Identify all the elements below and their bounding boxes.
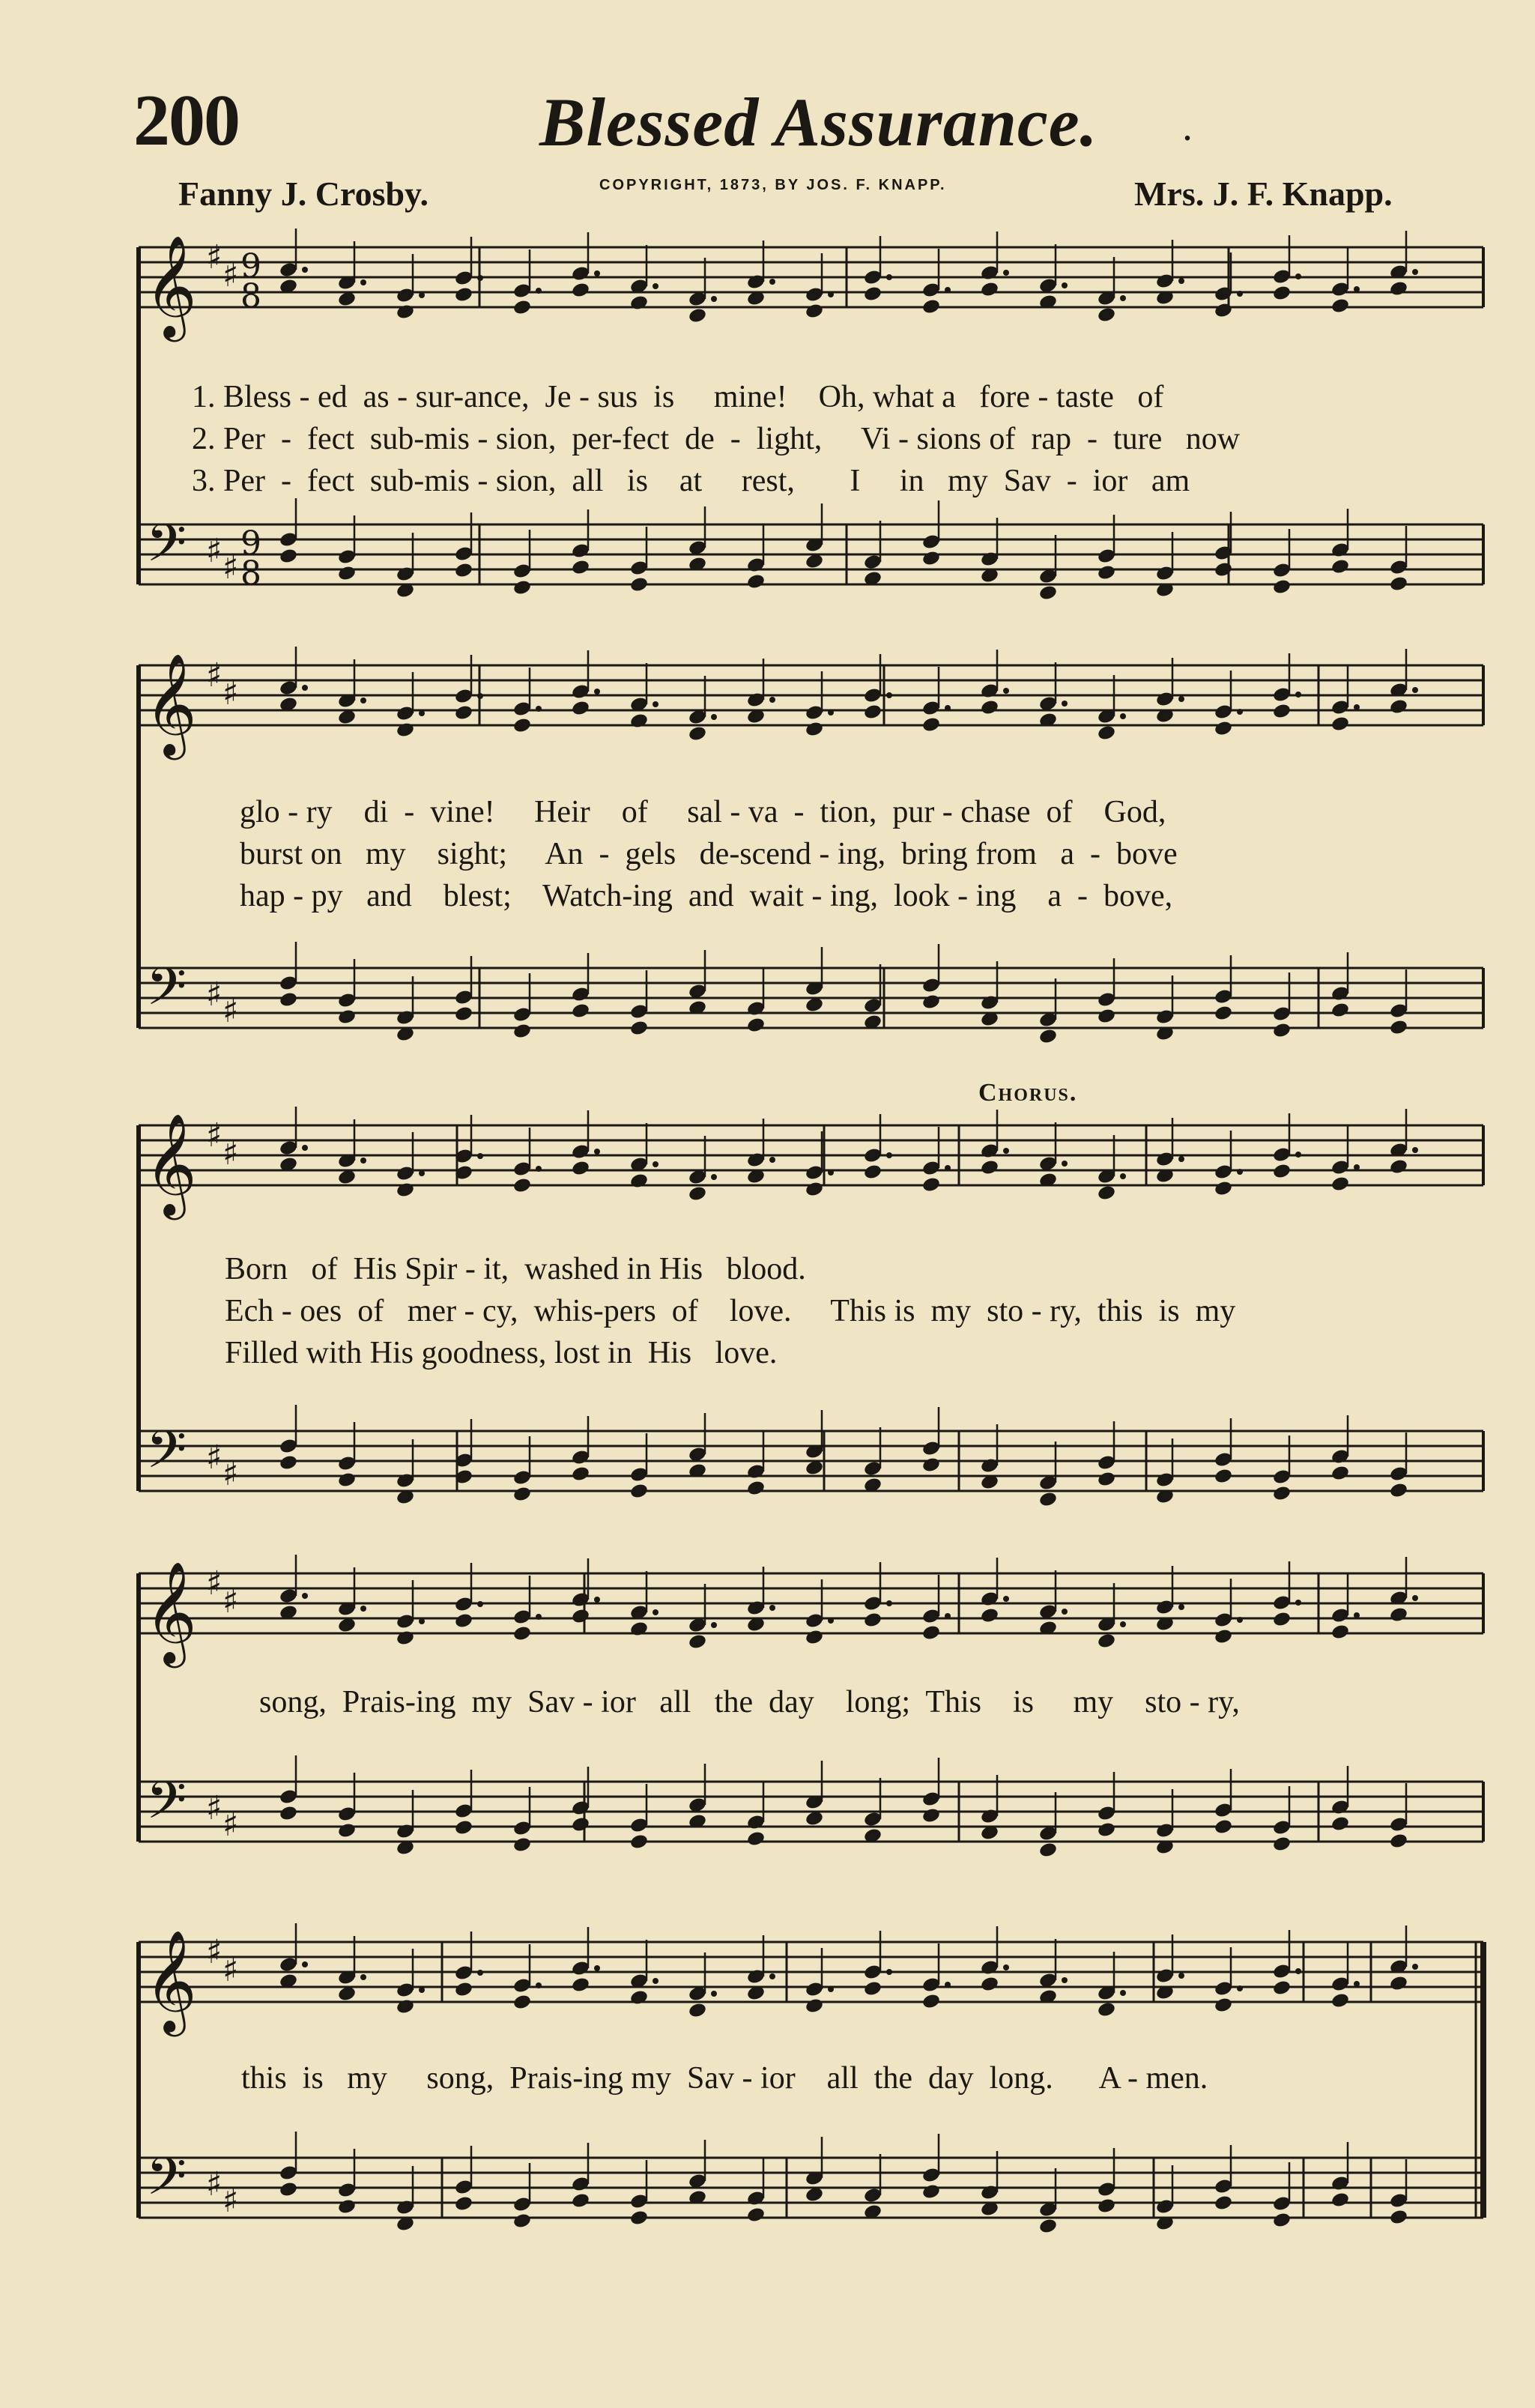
note-head [805,1629,824,1646]
dot [1412,1964,1418,1970]
dot [769,1605,775,1611]
note-head [629,294,649,312]
note-head [279,1805,298,1822]
dot [945,1982,951,1988]
note-head [746,2206,766,2224]
note-head [571,1465,590,1483]
note-head [921,1456,941,1474]
key-sharp: ♯ [222,1951,239,1989]
note-head [921,298,941,315]
hymn-number: 200 [133,80,239,161]
dot [594,270,600,276]
dot [536,1166,542,1172]
dot [302,1145,308,1151]
lyric-line: Born of His Spir - it, washed in His blood. [225,1252,806,1286]
dot [653,701,658,707]
note-head [512,1486,532,1503]
note-head [1097,1471,1116,1488]
note-head [1097,1821,1116,1839]
dot [711,1991,717,1997]
note-head [1330,716,1350,733]
note-head [921,993,941,1011]
note-head [512,299,532,316]
note-head [337,1008,357,1026]
key-sharp: ♯ [206,532,222,570]
dot [1237,1617,1243,1623]
dot [1120,713,1126,719]
dot [1120,295,1126,301]
note-head [454,1819,473,1836]
note-head [512,1836,532,1854]
note-head [980,699,999,716]
key-sharp: ♯ [222,548,239,587]
note-head [1330,1624,1350,1641]
dot [711,1174,717,1180]
dot [419,1170,425,1176]
note-head [863,1980,882,1997]
time-signature: 8 [240,554,261,593]
note-head [279,1454,298,1471]
note-head [1214,1628,1233,1645]
note-head [454,1005,473,1023]
dot [477,1970,483,1976]
chorus-label: Chorus. [978,1079,1078,1107]
note-head [571,1816,590,1833]
dot [1354,704,1360,710]
note-head [863,285,882,303]
note-head [396,722,415,739]
note-head [921,550,941,567]
note-head [805,1997,824,2015]
note-head [396,1630,415,1647]
dot [1237,709,1243,715]
time-signature: 9 [240,247,261,285]
lyric-line: this is my song, Prais-ing my Sav - ior all the day long. A - men. [241,2061,1208,2096]
dot [828,710,834,716]
note-head [921,2183,941,2200]
note-head [1038,1491,1058,1508]
lyric-line: glo - ry di - vine! Heir of sal - va - tion, pur - chase of God, [240,795,1166,829]
dot [886,692,892,698]
note-head [629,713,649,730]
dot [769,1973,775,1979]
note-head [571,2192,590,2209]
note-head [863,1164,882,1181]
dot [886,1969,892,1975]
note-head [1330,297,1350,315]
copyright-notice: COPYRIGHT, 1873, BY JOS. F. KNAPP. [599,177,947,193]
composer-credit: Mrs. J. F. Knapp. [1134,175,1393,213]
note-head [1389,1482,1408,1499]
note-head [571,1002,590,1020]
note-head [571,282,590,299]
lyric-line: 2. Per - fect sub-mis - sion, per-fect de - light, Vi - sions of rap - ture now [192,422,1241,456]
note-head [980,1976,999,1993]
dot [653,1609,658,1615]
note-head [1214,1468,1233,1485]
dot [1178,1156,1184,1162]
dot [1295,692,1301,698]
dot [1237,1985,1243,1991]
dot [360,1158,366,1164]
note-head [512,1177,532,1194]
note-head [629,1173,649,1190]
note-head [1272,703,1292,720]
note-head [1330,1992,1350,2009]
key-sharp: ♯ [222,1455,239,1493]
lyric-line: hap - py and blest; Watch-ing and wait - ing, look - ing a - bove, [240,879,1173,913]
note-head [1389,1158,1408,1176]
key-sharp: ♯ [206,656,222,695]
bass-clef: 𝄢 [146,1770,187,1843]
dot [594,1149,600,1155]
bass-clef: 𝄢 [146,956,187,1029]
dot [360,1606,366,1612]
key-sharp: ♯ [222,992,239,1030]
dot [1295,1968,1301,1974]
key-sharp: ♯ [222,256,239,294]
note-head [980,1607,999,1624]
note-head [279,548,298,565]
note-head [629,1833,649,1851]
dot [1003,270,1009,276]
time-signature: 9 [240,524,261,563]
key-sharp: ♯ [206,1933,222,1971]
dot [1412,1147,1418,1153]
note-head [1272,1836,1292,1853]
hymn-title: Blessed Assurance. [539,84,1098,160]
key-sharp: ♯ [206,1116,222,1155]
lyric-line: burst on my sight; An - gels de-scend - ing, bring from a - bove [240,837,1178,871]
key-sharp: ♯ [222,1134,239,1173]
dot [945,287,951,293]
treble-clef: 𝄞 [145,652,197,755]
note-head [512,1625,532,1642]
dot [302,1593,308,1599]
note-head [1097,724,1116,742]
note-head [688,1185,707,1203]
note-head [396,303,415,321]
dot [769,697,775,703]
note-head [512,1994,532,2011]
key-sharp: ♯ [206,1564,222,1603]
note-head [454,286,473,303]
dot [1178,1973,1184,1979]
dot [1003,688,1009,694]
dot [886,274,892,280]
dot [594,1597,600,1603]
note-head [629,1621,649,1638]
dot [536,288,542,294]
note-head [863,704,882,721]
dot [828,1618,834,1624]
dot [302,1961,308,1967]
dot [1062,701,1068,707]
note-head [1214,1005,1233,1022]
key-sharp: ♯ [222,2182,239,2220]
dot [1120,1990,1126,1996]
note-head [688,307,707,324]
note-head [921,716,941,733]
note-head [1272,285,1292,302]
note-head [1272,1979,1292,1997]
note-head [1038,584,1058,602]
note-head [746,1830,766,1848]
dot [536,706,542,712]
dot [769,1157,775,1163]
key-sharp: ♯ [222,1806,239,1844]
note-head [1214,302,1233,319]
note-head [1272,2212,1292,2229]
dot [419,1618,425,1624]
dot [1295,1152,1301,1158]
dot [653,283,658,289]
dot [653,1978,658,1984]
dot [1062,1977,1068,1983]
dot [1062,1161,1068,1167]
dot [477,275,483,281]
dot [1237,291,1243,297]
lyricist-credit: Fanny J. Crosby. [178,175,429,213]
dot [1003,1148,1009,1154]
note-head [1097,2197,1116,2215]
note-head [1272,1163,1292,1180]
note-head [1330,2191,1350,2209]
dot [1062,1609,1068,1615]
note-head [1389,1975,1408,1992]
dot [477,1153,483,1159]
bass-clef: 𝄢 [146,512,187,586]
note-head [1389,1019,1408,1036]
dot [1354,1164,1360,1170]
note-head [1389,1833,1408,1850]
dot [828,291,834,297]
note-head [1272,1485,1292,1502]
bass-clef: 𝄢 [146,1419,187,1492]
note-head [1214,2194,1233,2212]
bass-clef: 𝄢 [146,2146,187,2219]
dot [1295,1600,1301,1606]
dot [536,1614,542,1620]
note-head [454,1981,473,1998]
note-head [571,559,590,576]
note-head [1330,1176,1350,1193]
dot [1120,1621,1126,1627]
dot [886,1600,892,1606]
note-head [746,1017,766,1034]
note-head [1214,720,1233,737]
note-head [1330,558,1350,575]
note-head [1389,698,1408,716]
note-head [1214,1997,1233,2014]
note-head [1097,564,1116,581]
treble-clef: 𝄞 [145,234,197,337]
note-head [396,1998,415,2015]
dot [711,714,717,720]
note-head [980,281,999,298]
dot [360,1974,366,1980]
note-head [805,721,824,738]
note-head [1038,1842,1058,1859]
note-head [396,1182,415,1199]
dot [1003,1964,1009,1970]
dot [1412,269,1418,275]
note-head [454,704,473,722]
note-head [571,1160,590,1177]
note-head [629,2209,649,2227]
note-head [980,1159,999,1176]
note-head [337,1822,357,1839]
note-head [1038,1028,1058,1045]
note-head [921,1807,941,1824]
dot [360,279,366,285]
lyric-line: Ech - oes of mer - cy, whis-pers of love. This is my sto - ry, this is my [225,1294,1236,1328]
dot [477,693,483,699]
time-signature: 8 [240,277,261,315]
title-ornament: . [1184,113,1191,147]
dot [594,689,600,695]
note-head [571,1976,590,1994]
dot [1178,696,1184,702]
dot [360,698,366,704]
dot [302,685,308,691]
dot [945,1165,951,1171]
dot [769,279,775,285]
note-head [629,576,649,593]
note-head [337,565,357,582]
note-head [1389,1606,1408,1624]
note-head [512,1023,532,1040]
dot [419,710,425,716]
key-sharp: ♯ [206,2165,222,2203]
note-head [337,1471,357,1489]
lyric-line: 1. Bless - ed as - sur-ance, Je - sus is mine! Oh, what a fore - taste of [192,380,1164,414]
note-head [1214,561,1233,578]
lyric-line: song, Prais-ing my Sav - ior all the day long; This is my sto - ry, [259,1685,1240,1719]
note-head [454,1612,473,1630]
note-head [1214,1180,1233,1197]
note-head [1097,1633,1116,1650]
note-head [746,1480,766,1497]
note-head [629,1020,649,1037]
note-head [629,1483,649,1500]
note-head [279,991,298,1008]
note-head [1097,306,1116,324]
note-head [454,2195,473,2212]
dot [536,1982,542,1988]
note-head [1097,2001,1116,2018]
note-head [688,1633,707,1651]
note-head [1097,1185,1116,1202]
treble-clef: 𝄞 [145,1112,197,1215]
dot [945,1613,951,1619]
note-head [1389,280,1408,297]
dot [1120,1173,1126,1179]
note-head [805,303,824,320]
dot [1003,1596,1009,1602]
dot [886,1152,892,1158]
note-head [863,1612,882,1629]
dot [302,267,308,273]
note-head [921,1624,941,1642]
note-head [921,1993,941,2010]
dot [477,1601,483,1607]
dot [1062,282,1068,288]
note-head [454,562,473,579]
note-head [921,1176,941,1194]
key-sharp: ♯ [222,1582,239,1621]
dot [419,292,425,298]
key-sharp: ♯ [206,975,222,1014]
note-head [629,1989,649,2006]
note-head [1330,1465,1350,1482]
dot [828,1986,834,1992]
note-head [805,1181,824,1198]
note-head [1389,575,1408,593]
note-head [571,700,590,717]
note-head [1272,1022,1292,1039]
dot [1412,1595,1418,1601]
note-head [512,717,532,734]
key-sharp: ♯ [222,674,239,713]
dot [711,1622,717,1628]
key-sharp: ♯ [206,238,222,276]
note-head [1097,1008,1116,1025]
treble-clef: 𝄞 [145,1928,197,2032]
dot [419,1987,425,1993]
dot [1354,1612,1360,1618]
dot [594,1965,600,1971]
dot [828,1170,834,1176]
key-sharp: ♯ [206,1789,222,1827]
note-head [1272,578,1292,596]
dot [1295,273,1301,279]
note-head [512,2212,532,2230]
lyric-line: 3. Per - fect sub-mis - sion, all is at rest, I in my Sav - ior am [192,464,1190,498]
lyric-line: Filled with His goodness, lost in His love. [225,1336,778,1370]
note-head [688,2002,707,2019]
note-head [1272,1611,1292,1628]
note-head [1214,1818,1233,1836]
note-head [1038,2218,1058,2235]
note-head [1330,1815,1350,1833]
dot [711,296,717,302]
dot [1412,687,1418,693]
note-head [1330,1002,1350,1019]
key-sharp: ♯ [206,1439,222,1477]
note-head [1389,2209,1408,2226]
note-head [571,1608,590,1625]
note-head [512,579,532,596]
dot [1178,278,1184,284]
dot [945,705,951,711]
note-head [746,573,766,590]
dot [653,1161,658,1167]
note-head [688,725,707,742]
treble-clef: 𝄞 [145,1560,197,1663]
note-head [279,2181,298,2198]
dot [1237,1169,1243,1175]
dot [1354,286,1360,292]
dot [1178,1604,1184,1610]
dot [1354,1981,1360,1987]
note-head [337,2198,357,2215]
